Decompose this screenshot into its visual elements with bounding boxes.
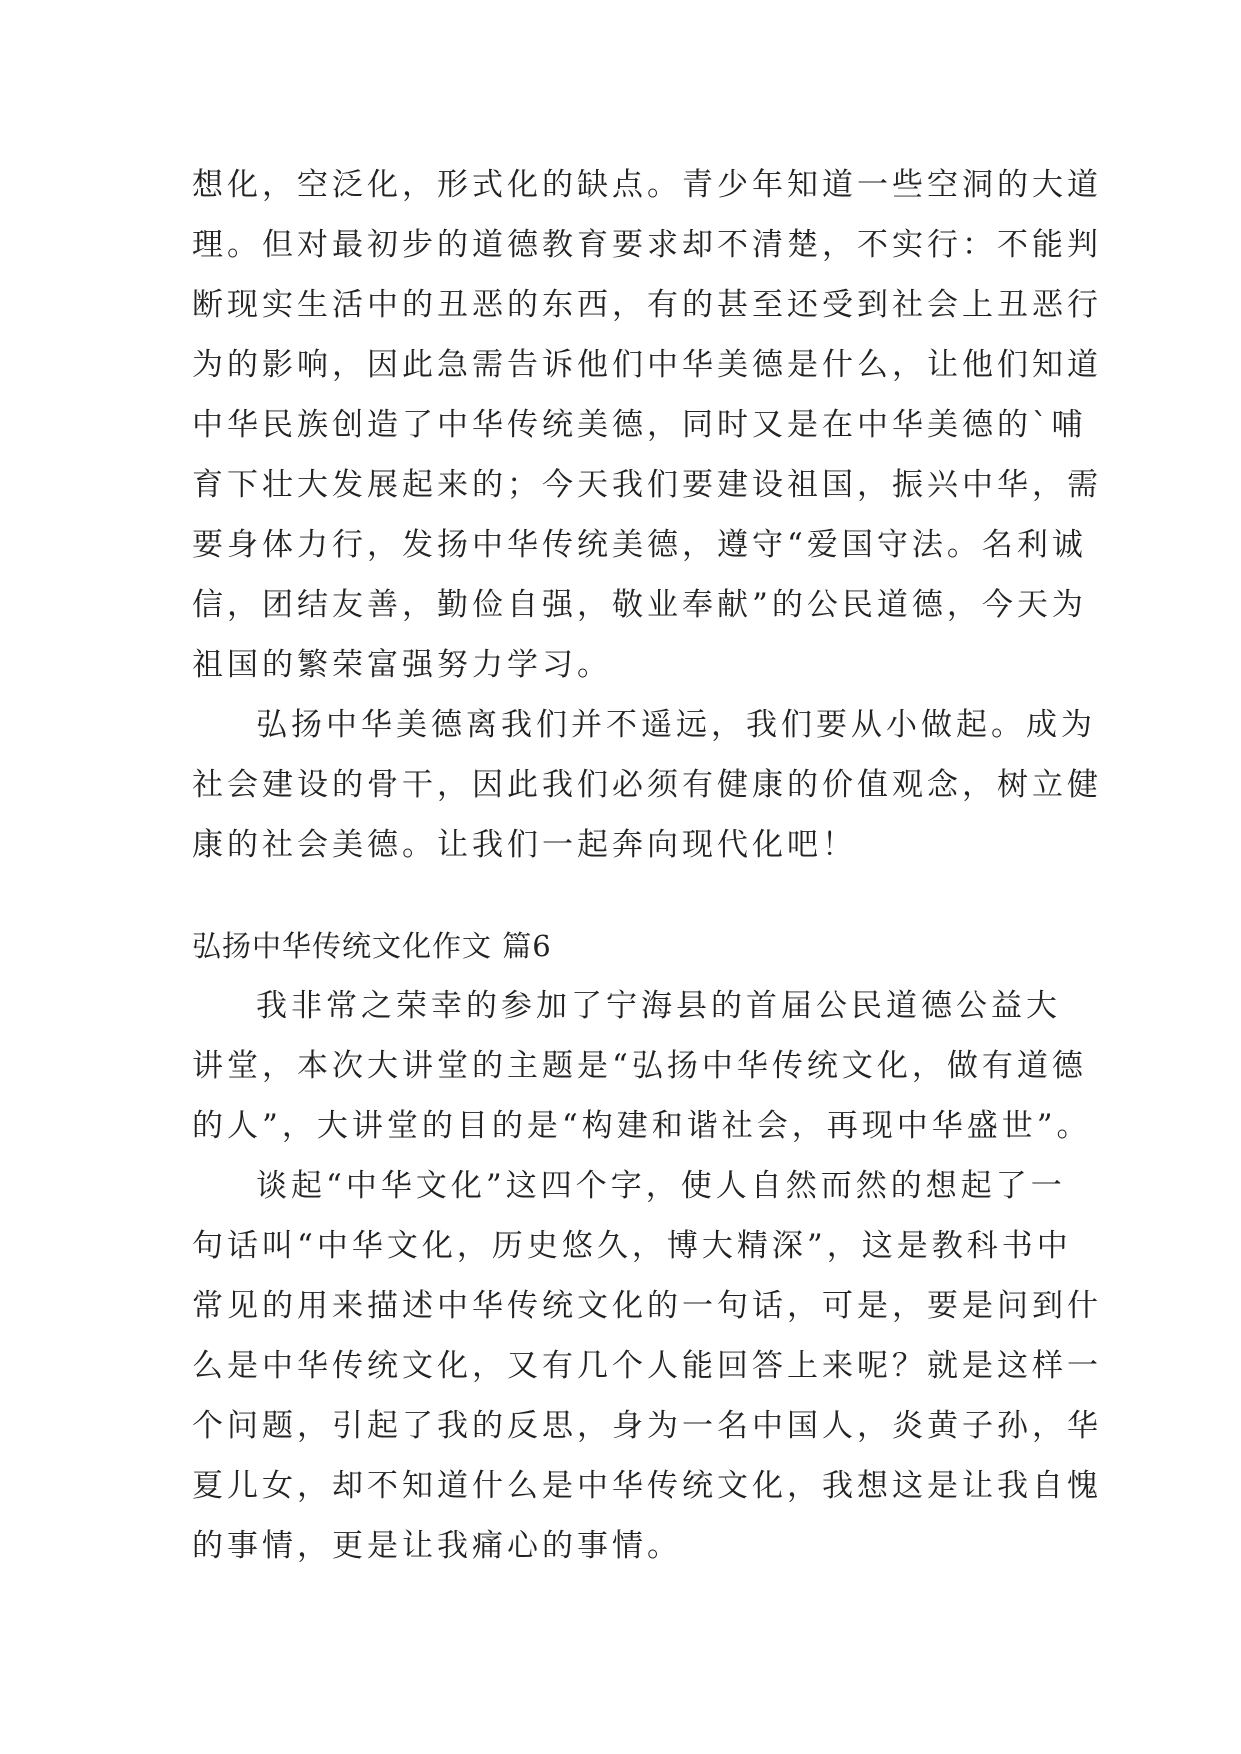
paragraph-line: 要身体力行，发扬中华传统美德，遵守“爱国守法。名利诚 [192, 527, 1087, 563]
text-block-top [192, 155, 1102, 875]
paragraph-line: 弘扬中华美德离我们并不遥远，我们要从小做起。成为 [256, 707, 1096, 743]
paragraph-line: 中华民族创造了中华传统美德，同时又是在中华美德的`哺 [192, 407, 1087, 443]
paragraph-line: 的事情，更是让我痛心的事情。 [192, 1528, 682, 1564]
paragraph-line: 句话叫“中华文化，历史悠久，博大精深”，这是教科书中 [192, 1228, 1072, 1264]
section-heading: 弘扬中华传统文化作文 篇6 [192, 929, 552, 963]
paragraph-line: 夏儿女，却不知道什么是中华传统文化，我想这是让我自愧 [192, 1468, 1102, 1504]
paragraph-line: 的人”，大讲堂的目的是“构建和谐社会，再现中华盛世”。 [192, 1108, 1092, 1144]
paragraph-line: 谈起“中华文化”这四个字，使人自然而然的想起了一 [256, 1168, 1066, 1204]
paragraph-line: 社会建设的骨干，因此我们必须有健康的价值观念，树立健 [192, 767, 1102, 803]
paragraph-line: 我非常之荣幸的参加了宁海县的首届公民道德公益大 [256, 988, 1061, 1024]
paragraph-line: 么是中华传统文化，又有几个人能回答上来呢？就是这样一 [192, 1348, 1102, 1384]
paragraph-line: 为的影响，因此急需告诉他们中华美德是什么，让他们知道 [192, 347, 1102, 383]
paragraph-line: 康的社会美德。让我们一起奔向现代化吧！ [192, 827, 857, 863]
paragraph-line: 常见的用来描述中华传统文化的一句话，可是，要是问到什 [192, 1288, 1102, 1324]
paragraph-line: 育下壮大发展起来的；今天我们要建设祖国，振兴中华，需 [192, 467, 1102, 503]
paragraph-line: 想化，空泛化，形式化的缺点。青少年知道一些空洞的大道 [192, 167, 1102, 203]
text-block-bottom [192, 976, 1102, 1576]
paragraph-line: 祖国的繁荣富强努力学习。 [192, 647, 612, 683]
paragraph-line: 信，团结友善，勤俭自强，敬业奉献”的公民道德，今天为 [192, 587, 1087, 623]
paragraph-line: 断现实生活中的丑恶的东西，有的甚至还受到社会上丑恶行 [192, 287, 1102, 323]
paragraph-line: 讲堂，本次大讲堂的主题是“弘扬中华传统文化，做有道德 [192, 1048, 1087, 1084]
paragraph-line: 理。但对最初步的道德教育要求却不清楚，不实行：不能判 [192, 227, 1102, 263]
paragraph-line: 个问题，引起了我的反思，身为一名中国人，炎黄子孙，华 [192, 1408, 1102, 1444]
